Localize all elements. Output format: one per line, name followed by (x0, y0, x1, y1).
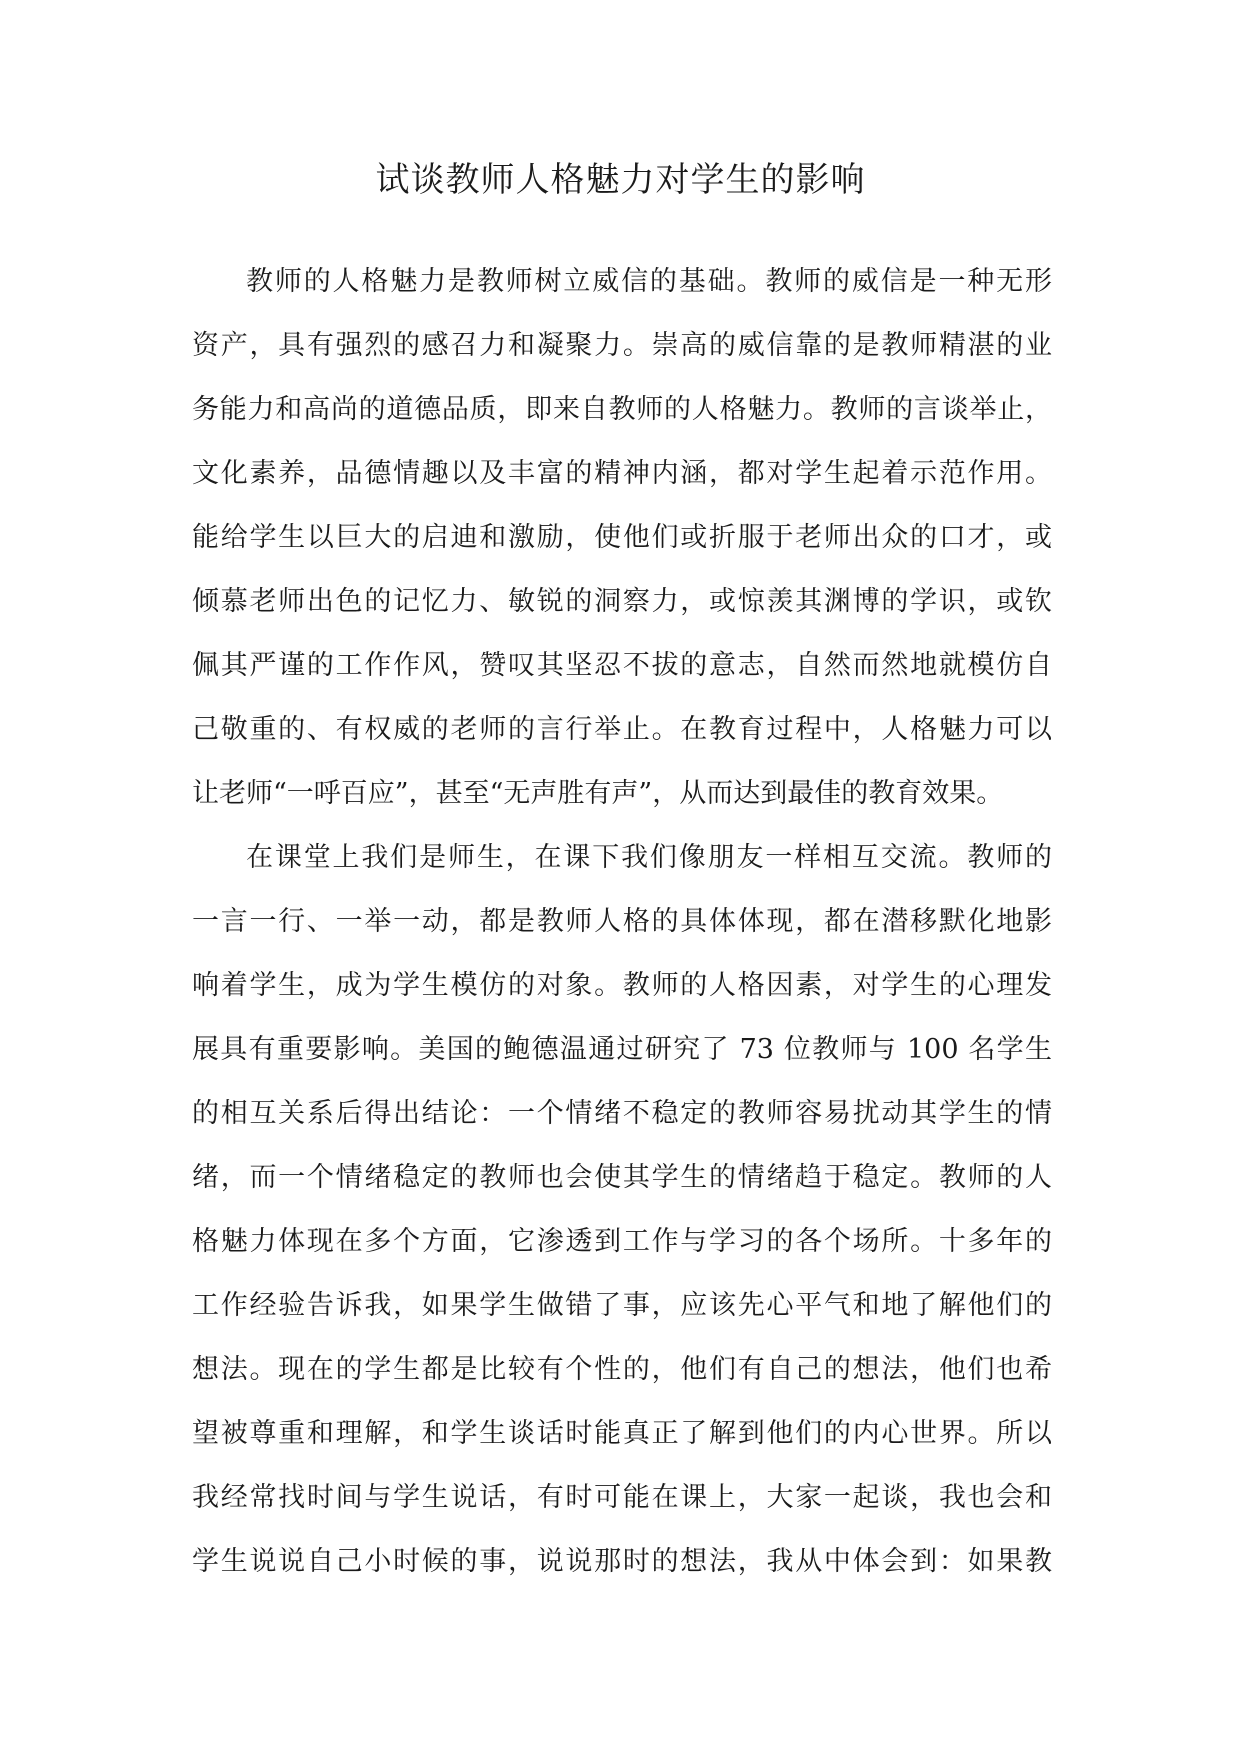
paragraph-2-line-6: 绪，而一个情绪稳定的教师也会使其学生的情绪趋于稳定。教师的人 (192, 1162, 1052, 1193)
paragraph-1-line-5: 能给学生以巨大的启迪和激励，使他们或折服于老师出众的口才，或 (192, 522, 1052, 553)
paragraph-1-line-9: 让老师“一呼百应”，甚至“无声胜有声”，从而达到最佳的教育效果。 (192, 778, 1004, 809)
paragraph-2-line-7: 格魅力体现在多个方面，它渗透到工作与学习的各个场所。十多年的 (192, 1226, 1052, 1257)
paragraph-2-line-12: 学生说说自己小时候的事，说说那时的想法，我从中体会到：如果教 (192, 1546, 1052, 1577)
paragraph-2-line-3: 响着学生，成为学生模仿的对象。教师的人格因素，对学生的心理发 (192, 970, 1052, 1001)
paragraph-2-line-5: 的相互关系后得出结论：一个情绪不稳定的教师容易扰动其学生的情 (192, 1098, 1052, 1129)
paragraph-1-line-8: 己敬重的、有权威的老师的言行举止。在教育过程中，人格魅力可以 (192, 714, 1052, 745)
paragraph-1-line-7: 佩其严谨的工作作风，赞叹其坚忍不拔的意志，自然而然地就模仿自 (192, 650, 1052, 681)
paragraph-1-line-3: 务能力和高尚的道德品质，即来自教师的人格魅力。教师的言谈举止， (192, 394, 1052, 425)
paragraph-1-line-4: 文化素养，品德情趣以及丰富的精神内涵，都对学生起着示范作用。 (192, 458, 1052, 489)
paragraph-1-line-1: 教师的人格魅力是教师树立威信的基础。教师的威信是一种无形 (246, 266, 1052, 297)
paragraph-2-line-10: 望被尊重和理解，和学生谈话时能真正了解到他们的内心世界。所以 (192, 1418, 1052, 1449)
paragraph-2-line-1: 在课堂上我们是师生，在课下我们像朋友一样相互交流。教师的 (246, 842, 1052, 873)
document-body (192, 250, 1052, 1594)
paragraph-2-line-8: 工作经验告诉我，如果学生做错了事，应该先心平气和地了解他们的 (192, 1290, 1052, 1321)
paragraph-2-line-2: 一言一行、一举一动，都是教师人格的具体体现，都在潜移默化地影 (192, 906, 1052, 937)
paragraph-1-line-2: 资产，具有强烈的感召力和凝聚力。崇高的威信靠的是教师精湛的业 (192, 330, 1052, 361)
paragraph-2-line-9: 想法。现在的学生都是比较有个性的，他们有自己的想法，他们也希 (192, 1354, 1052, 1385)
paragraph-2-line-11: 我经常找时间与学生说话，有时可能在课上，大家一起谈，我也会和 (192, 1482, 1052, 1513)
document-title: 试谈教师人格魅力对学生的影响 (375, 160, 866, 200)
paragraph-1-line-6: 倾慕老师出色的记忆力、敏锐的洞察力，或惊羡其渊博的学识，或钦 (192, 586, 1052, 617)
paragraph-2-line-4: 展具有重要影响。美国的鲍德温通过研究了 73 位教师与 100 名学生 (192, 1034, 1052, 1065)
